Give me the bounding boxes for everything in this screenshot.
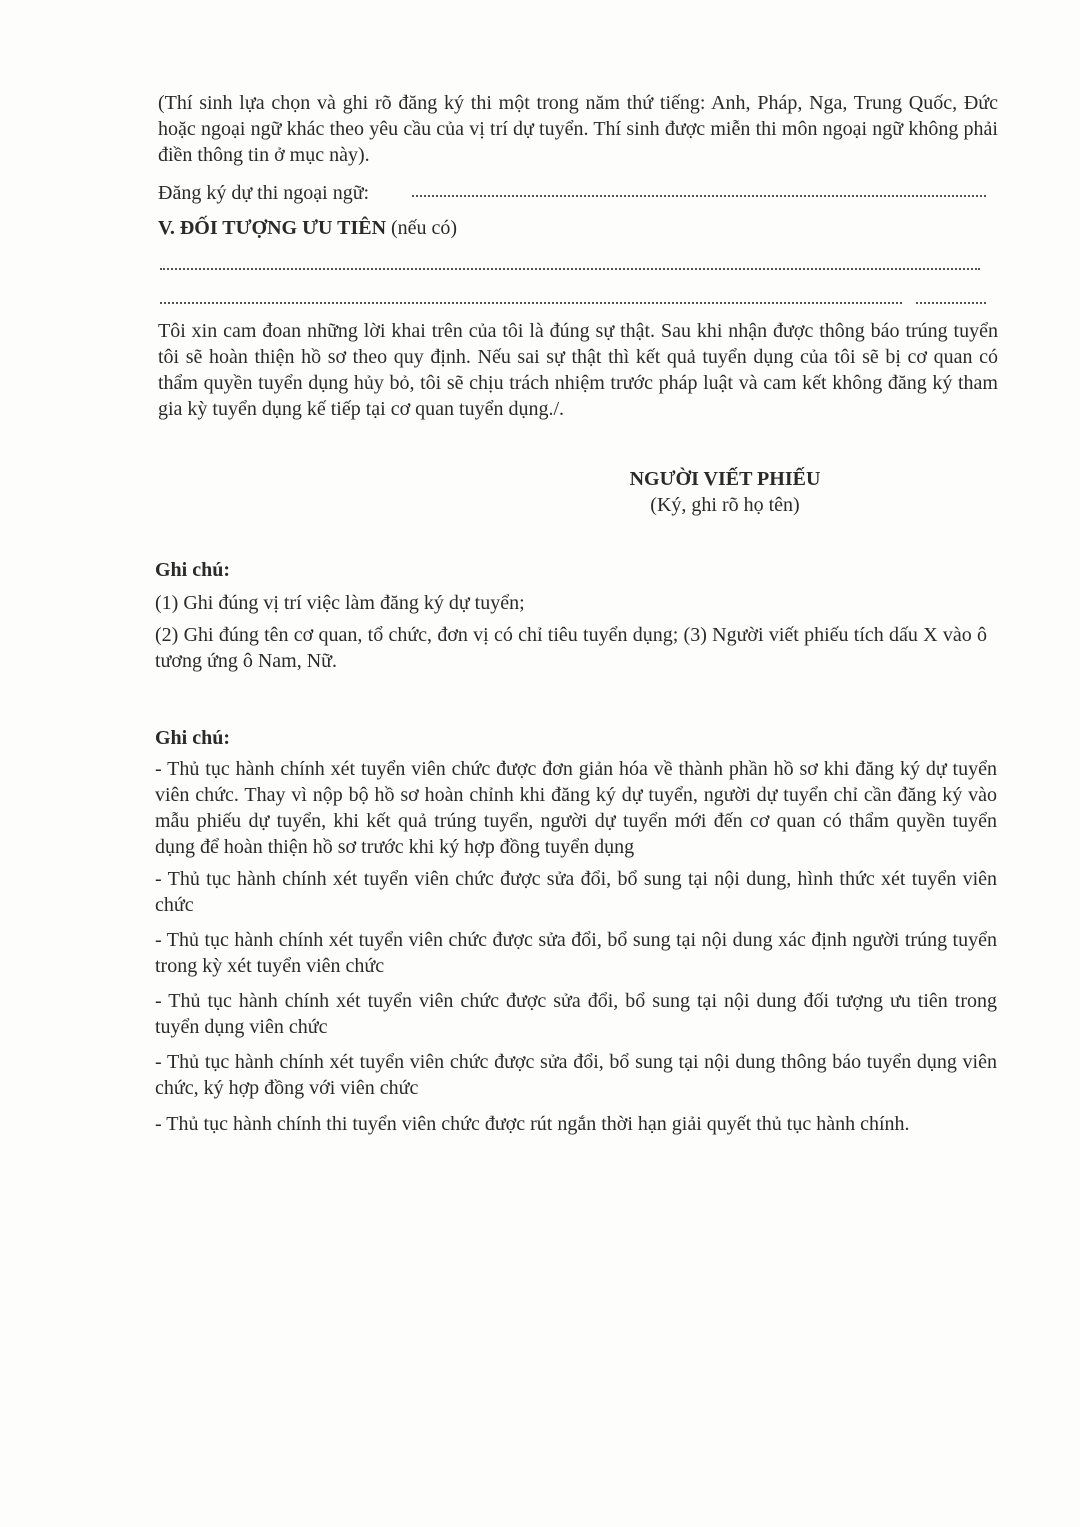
signature-title: NGƯỜI VIẾT PHIẾU (629, 468, 821, 490)
notes-1-item-1: (1) Ghi đúng vị trí việc làm đăng ký dự tuyển; (155, 592, 525, 614)
signature-block (560, 466, 890, 518)
section-v-fill-line-2a (160, 302, 902, 304)
notes-2-item-6: - Thủ tục hành chính thi tuyển viên chức được rút ngắn thời hạn giải quyết thủ tục hành chính. (155, 1113, 910, 1135)
section-v-fill-line-1 (160, 268, 980, 270)
declaration-text: Tôi xin cam đoan những lời khai trên của tôi là đúng sự thật. Sau khi nhận được thông báo trúng tuyển tôi sẽ hoàn thiện hồ sơ theo quy định. Nếu sai sự thật thì kết quả tuyển dụng của tôi sẽ bị cơ quan có thẩm quyền tuyển dụng hủy bỏ, tôi sẽ chịu trách nhiệm trước pháp luật và cam kết không đăng ký tham gia kỳ tuyển dụng kế tiếp tại cơ quan tuyển dụng./. (158, 320, 998, 420)
notes-2-item-1: - Thủ tục hành chính xét tuyển viên chức được đơn giản hóa về thành phần hồ sơ khi đăng ký dự tuyển viên chức. Thay vì nộp bộ hồ sơ hoàn chỉnh khi đăng ký dự tuyển, người dự tuyển chỉ cần đăng ký vào mẫu phiếu dự tuyển, khi kết quả trúng tuyển, người dự tuyển mới đến cơ quan có thẩm quyền tuyển dụng để hoàn thiện hồ sơ trước khi ký hợp đồng tuyển dụng (155, 758, 997, 858)
foreign-language-label: Đăng ký dự thi ngoại ngữ: (158, 182, 370, 204)
notes-2-item-3: - Thủ tục hành chính xét tuyển viên chức được sửa đổi, bổ sung tại nội dung xác định người trúng tuyển trong kỳ xét tuyển viên chức (155, 929, 997, 977)
section-v-note: (nếu có) (391, 217, 458, 239)
intro-paragraph (158, 90, 998, 168)
section-v-fill-line-2b (916, 302, 986, 304)
section-v-heading (158, 215, 457, 241)
notes-2-heading: Ghi chú: (155, 727, 231, 749)
notes-2-item-4: - Thủ tục hành chính xét tuyển viên chức được sửa đổi, bổ sung tại nội dung đối tượng ưu tiên trong tuyển dụng viên chức (155, 990, 997, 1038)
declaration-paragraph (158, 318, 998, 422)
notes-1-item-2: (2) Ghi đúng tên cơ quan, tổ chức, đơn vị có chỉ tiêu tuyển dụng; (3) Người viết phiếu tích dấu X vào ô tương ứng ô Nam, Nữ. (155, 624, 987, 672)
notes-2-item-5: - Thủ tục hành chính xét tuyển viên chức được sửa đổi, bổ sung tại nội dung thông báo tuyển dụng viên chức, ký hợp đồng với viên chức (155, 1051, 997, 1099)
notes-1-heading: Ghi chú: (155, 559, 231, 581)
intro-text: (Thí sinh lựa chọn và ghi rõ đăng ký thi một trong năm thứ tiếng: Anh, Pháp, Nga, Trung Quốc, Đức hoặc ngoại ngữ khác theo yêu cầu của vị trí dự tuyển. Thí sinh được miễn thi môn ngoại ngữ không phải điền thông tin ở mục này). (158, 92, 998, 166)
section-v-title: V. ĐỐI TƯỢNG ƯU TIÊN (158, 217, 387, 239)
signature-subtitle: (Ký, ghi rõ họ tên) (650, 494, 800, 516)
foreign-language-row (158, 180, 369, 206)
foreign-language-fill-line (412, 195, 986, 197)
notes-2-item-2: - Thủ tục hành chính xét tuyển viên chức được sửa đổi, bổ sung tại nội dung, hình thức xét tuyển viên chức (155, 868, 997, 916)
